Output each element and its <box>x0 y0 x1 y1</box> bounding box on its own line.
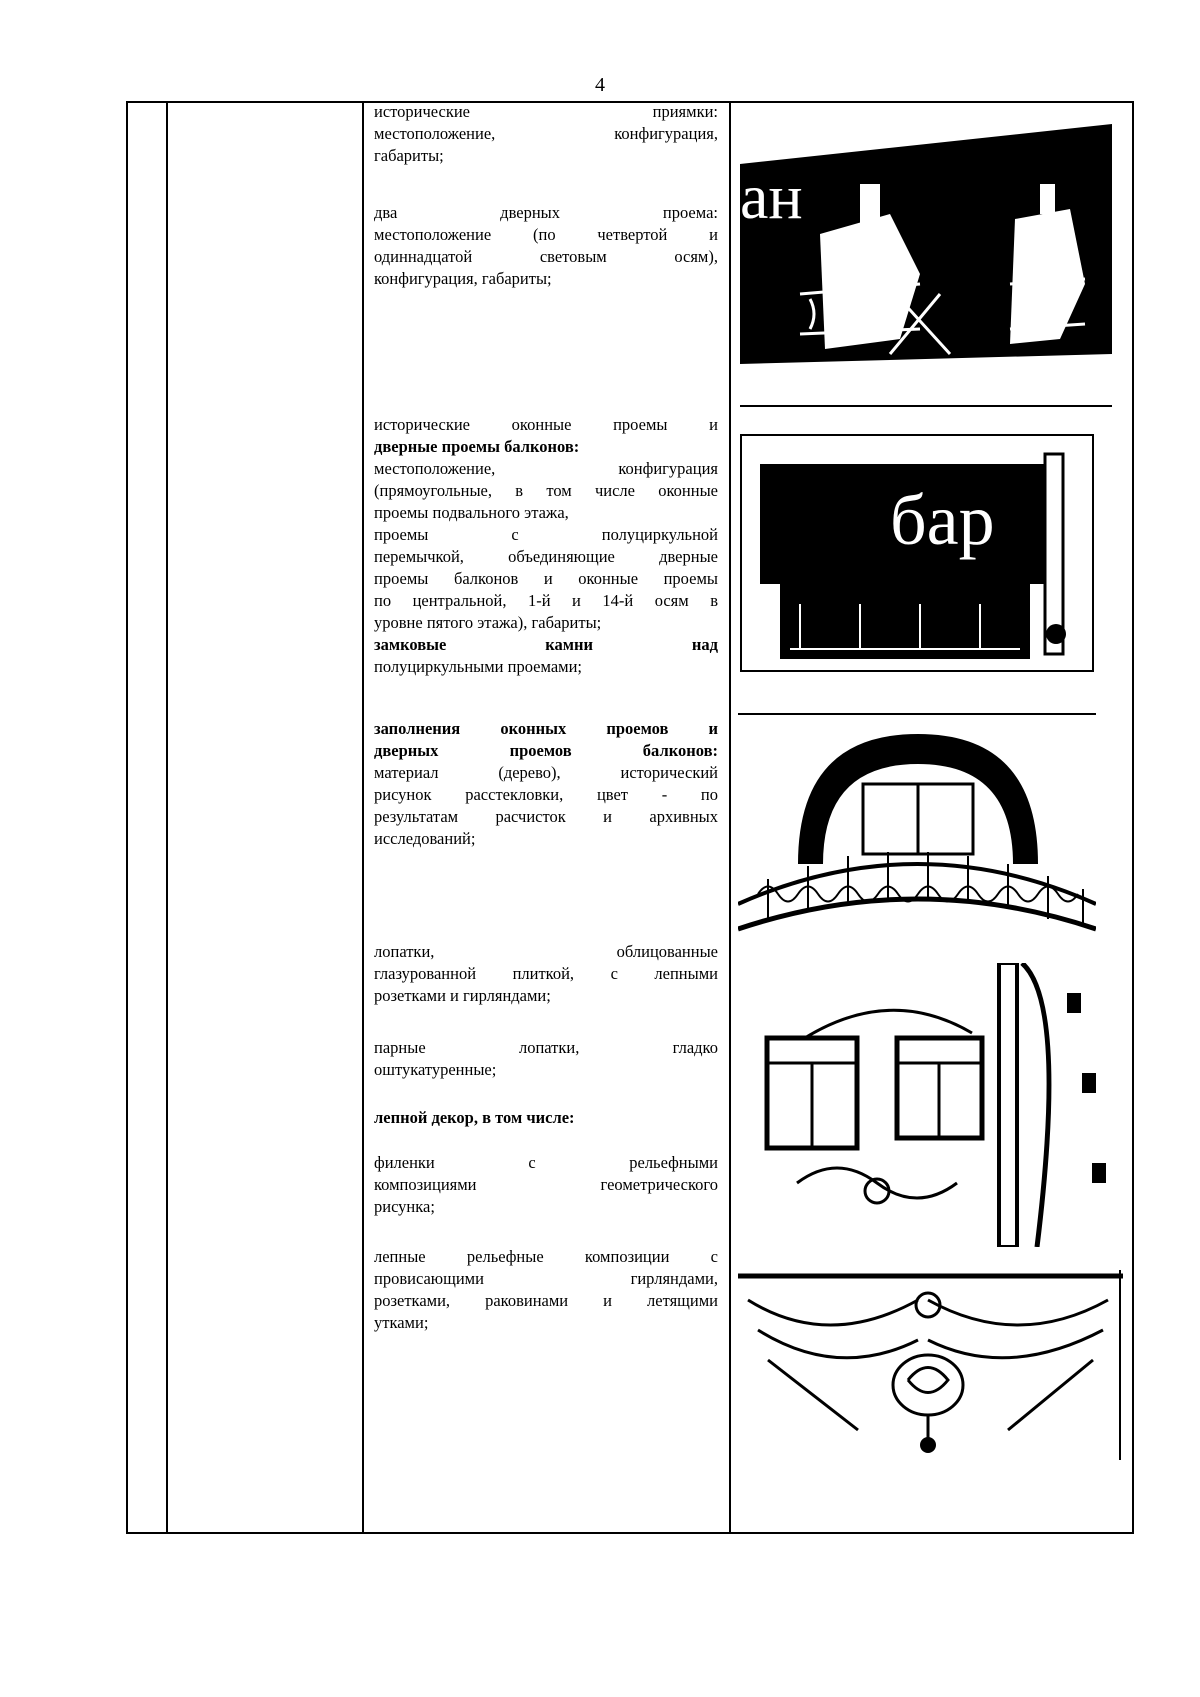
text-line: розетками, раковинами и летящими <box>374 1291 718 1310</box>
text-line: дверные проемы балконов: <box>374 437 580 456</box>
text-line: местоположение (по четвертой и <box>374 225 718 244</box>
text-line: (прямоугольные, в том числе оконные <box>374 481 718 500</box>
block-fillings <box>374 718 718 850</box>
text-line: перемычкой, объединяющие дверные <box>374 547 718 566</box>
text-line: по центральной, 1-й и 14-й осям в <box>374 591 718 610</box>
photo-facade-windows <box>737 963 1115 1247</box>
text-line: провисающими гирляндами, <box>374 1269 718 1288</box>
text-line: материал (дерево), исторический <box>374 763 718 782</box>
column-divider-3 <box>729 101 731 1534</box>
block-pilasters <box>374 941 718 1007</box>
column-divider-1 <box>166 101 168 1534</box>
text-line: местоположение, конфигурация, <box>374 124 718 143</box>
text-line: исторические оконные проемы и <box>374 415 718 434</box>
text-line: розетками и гирляндами; <box>374 986 551 1005</box>
block-door-openings <box>374 202 718 290</box>
text-line: утками; <box>374 1313 429 1332</box>
text-line: оштукатуренные; <box>374 1060 497 1079</box>
block-window-openings <box>374 414 718 678</box>
text-line: исследований; <box>374 829 476 848</box>
text-line: проемы балконов и оконные проемы <box>374 569 718 588</box>
text-line: результатам расчисток и архивных <box>374 807 718 826</box>
block-pits <box>374 101 718 167</box>
text-line: габариты; <box>374 146 444 165</box>
text-line: заполнения оконных проемов и <box>374 719 718 738</box>
text-line: рисунок расстекловки, цвет - по <box>374 785 718 804</box>
photo-bar-sign <box>740 434 1094 672</box>
text-line: конфигурация, габариты; <box>374 269 552 288</box>
text-line: замковые камни над <box>374 635 718 654</box>
text-line: филенки с рельефными <box>374 1153 718 1172</box>
text-line: лепной декор, в том числе: <box>374 1108 575 1127</box>
photo-stucco-garland <box>738 1270 1123 1460</box>
photo-arched-balcony <box>738 694 1096 938</box>
page-number: 4 <box>595 74 605 96</box>
text-line: проемы с полуциркульной <box>374 525 718 544</box>
text-line: глазурованной плиткой, с лепными <box>374 964 718 983</box>
text-line <box>374 414 718 436</box>
block-relief-compositions <box>374 1246 718 1334</box>
text-line: лепные рельефные композиции с <box>374 1247 718 1266</box>
text-line: полуциркульными проемами; <box>374 657 582 676</box>
text-line: рисунка; <box>374 1197 435 1216</box>
column-divider-2 <box>362 101 364 1534</box>
text-line: два дверных проема: <box>374 203 718 222</box>
text-line: местоположение, конфигурация <box>374 459 718 478</box>
text-line: одиннадцатой световым осям), <box>374 247 718 266</box>
text-line: исторические приямки: <box>374 102 718 121</box>
text-line: композициями геометрического <box>374 1175 718 1194</box>
block-paired-pilasters <box>374 1037 718 1081</box>
text-line: парные лопатки, гладко <box>374 1038 718 1057</box>
photo-sign-text: бар <box>890 480 995 560</box>
text-line: проемы подвального этажа, <box>374 503 569 522</box>
photo-balcony-doors <box>740 124 1112 408</box>
text-line: дверных проемов балконов: <box>374 741 718 760</box>
photo-sign-text: ан <box>740 161 803 232</box>
text-line: лопатки, облицованные <box>374 942 718 961</box>
block-stucco-decor <box>374 1107 718 1129</box>
block-panels <box>374 1152 718 1218</box>
text-line: уровне пятого этажа), габариты; <box>374 613 602 632</box>
